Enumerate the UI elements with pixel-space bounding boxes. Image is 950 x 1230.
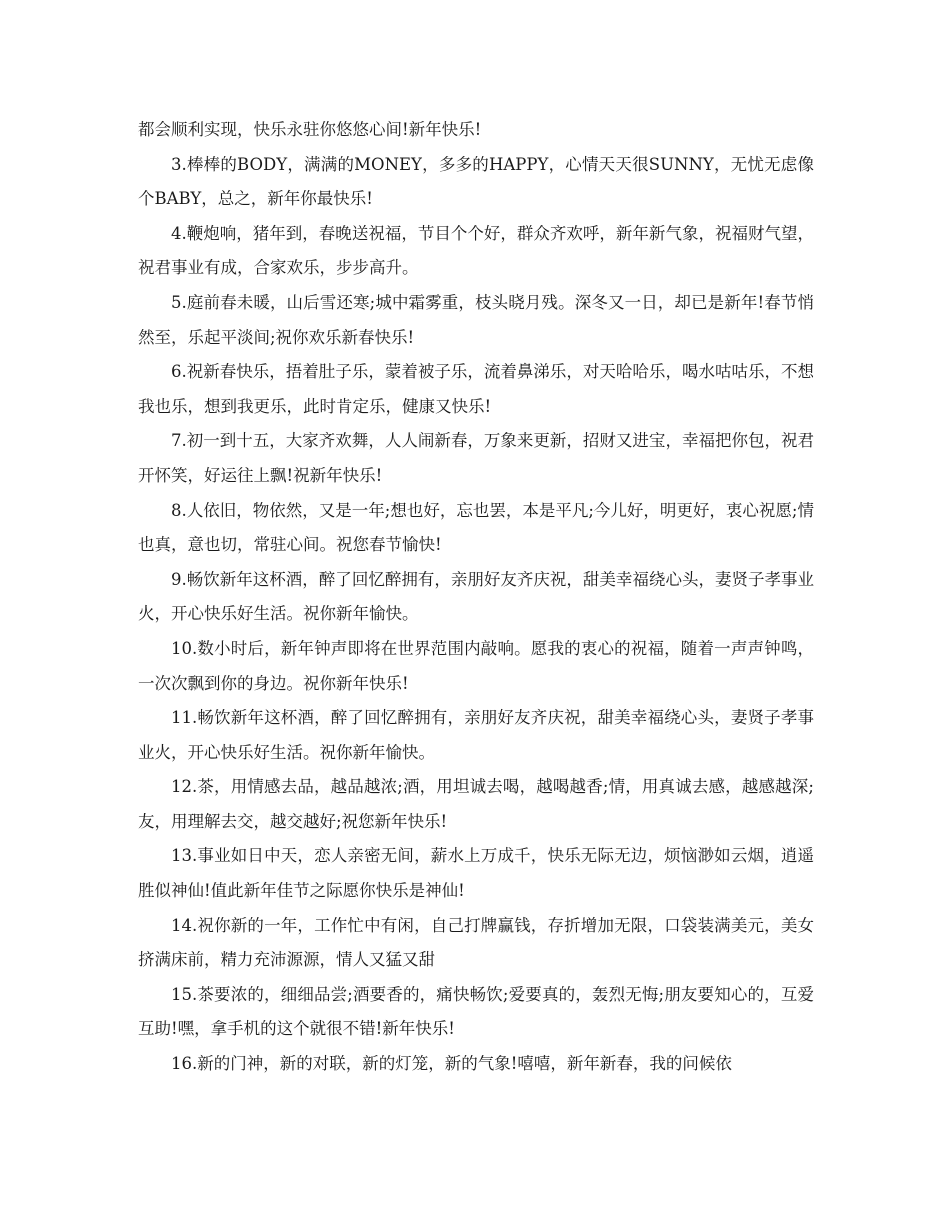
paragraph-item-6: 6.祝新春快乐，捂着肚子乐，蒙着被子乐，流着鼻涕乐，对天哈哈乐，喝水咕咕乐，不想我也乐，想到我更乐，此时肯定乐，健康又快乐! xyxy=(138,362,814,416)
paragraph-item-9: 9.畅饮新年这杯酒，醉了回忆醉拥有，亲朋好友齐庆祝，甜美幸福绕心头，妻贤子孝事业火，开心快乐好生活。祝你新年愉快。 xyxy=(138,569,814,624)
paragraph-item-16: 16.新的门神，新的对联，新的灯笼，新的气象!嘻嘻，新年新春，我的问候依 xyxy=(171,1054,732,1074)
paragraph-item-12: 12.茶，用情感去品，越品越浓;酒，用坦诚去喝，越喝越香;情，用真诚去感，越感越深;友，用理解去交，越交越好;祝您新年快乐! xyxy=(138,777,814,831)
paragraph-item-15: 15.茶要浓的，细细品尝;酒要香的，痛快畅饮;爱要真的，轰烈无悔;朋友要知心的，互爱互助!嘿，拿手机的这个就很不错!新年快乐! xyxy=(138,984,814,1039)
document-body xyxy=(138,113,814,1082)
paragraph-item-4: 4.鞭炮响，猪年到，春晚送祝福，节目个个好，群众齐欢呼，新年新气象，祝福财气望，祝君事业有成，合家欢乐，步步高升。 xyxy=(138,223,814,278)
paragraph-item-3: 3.棒棒的BODY，满满的MONEY，多多的HAPPY，心情天天很SUNNY，无忧无虑像个BABY，总之，新年你最快乐! xyxy=(138,154,814,209)
paragraph-item-10: 10.数小时后，新年钟声即将在世界范围内敲响。愿我的衷心的祝福，随着一声声钟鸣，一次次飘到你的身边。祝你新年快乐! xyxy=(138,638,814,693)
paragraph-item-13: 13.事业如日中天，恋人亲密无间，薪水上万成千，快乐无际无边，烦恼渺如云烟，逍遥胜似神仙!值此新年佳节之际愿你快乐是神仙! xyxy=(138,846,814,901)
paragraph-item-5: 5.庭前春未暖，山后雪还寒;城中霜雾重，枝头晓月残。深冬又一日，却已是新年!春节悄然至，乐起平淡间;祝你欢乐新春快乐! xyxy=(138,292,814,347)
paragraph-continuation: 都会顺利实现，快乐永驻你悠悠心间!新年快乐! xyxy=(138,120,482,139)
paragraph-item-8: 8.人依旧，物依然，又是一年;想也好，忘也罢，本是平凡;今儿好，明更好，衷心祝愿;情也真，意也切，常驻心间。祝您春节愉快! xyxy=(138,500,814,555)
paragraph-item-7: 7.初一到十五，大家齐欢舞，人人闹新春，万象来更新，招财又进宝，幸福把你包，祝君开怀笑，好运往上飘!祝新年快乐! xyxy=(138,431,814,485)
paragraph-item-11: 11.畅饮新年这杯酒，醉了回忆醉拥有，亲朋好友齐庆祝，甜美幸福绕心头，妻贤子孝事业火，开心快乐好生活。祝你新年愉快。 xyxy=(138,708,814,762)
paragraph-item-14: 14.祝你新的一年，工作忙中有闲，自己打牌赢钱，存折增加无限，口袋装满美元，美女挤满床前，精力充沛源源，情人又猛又甜 xyxy=(138,915,814,970)
